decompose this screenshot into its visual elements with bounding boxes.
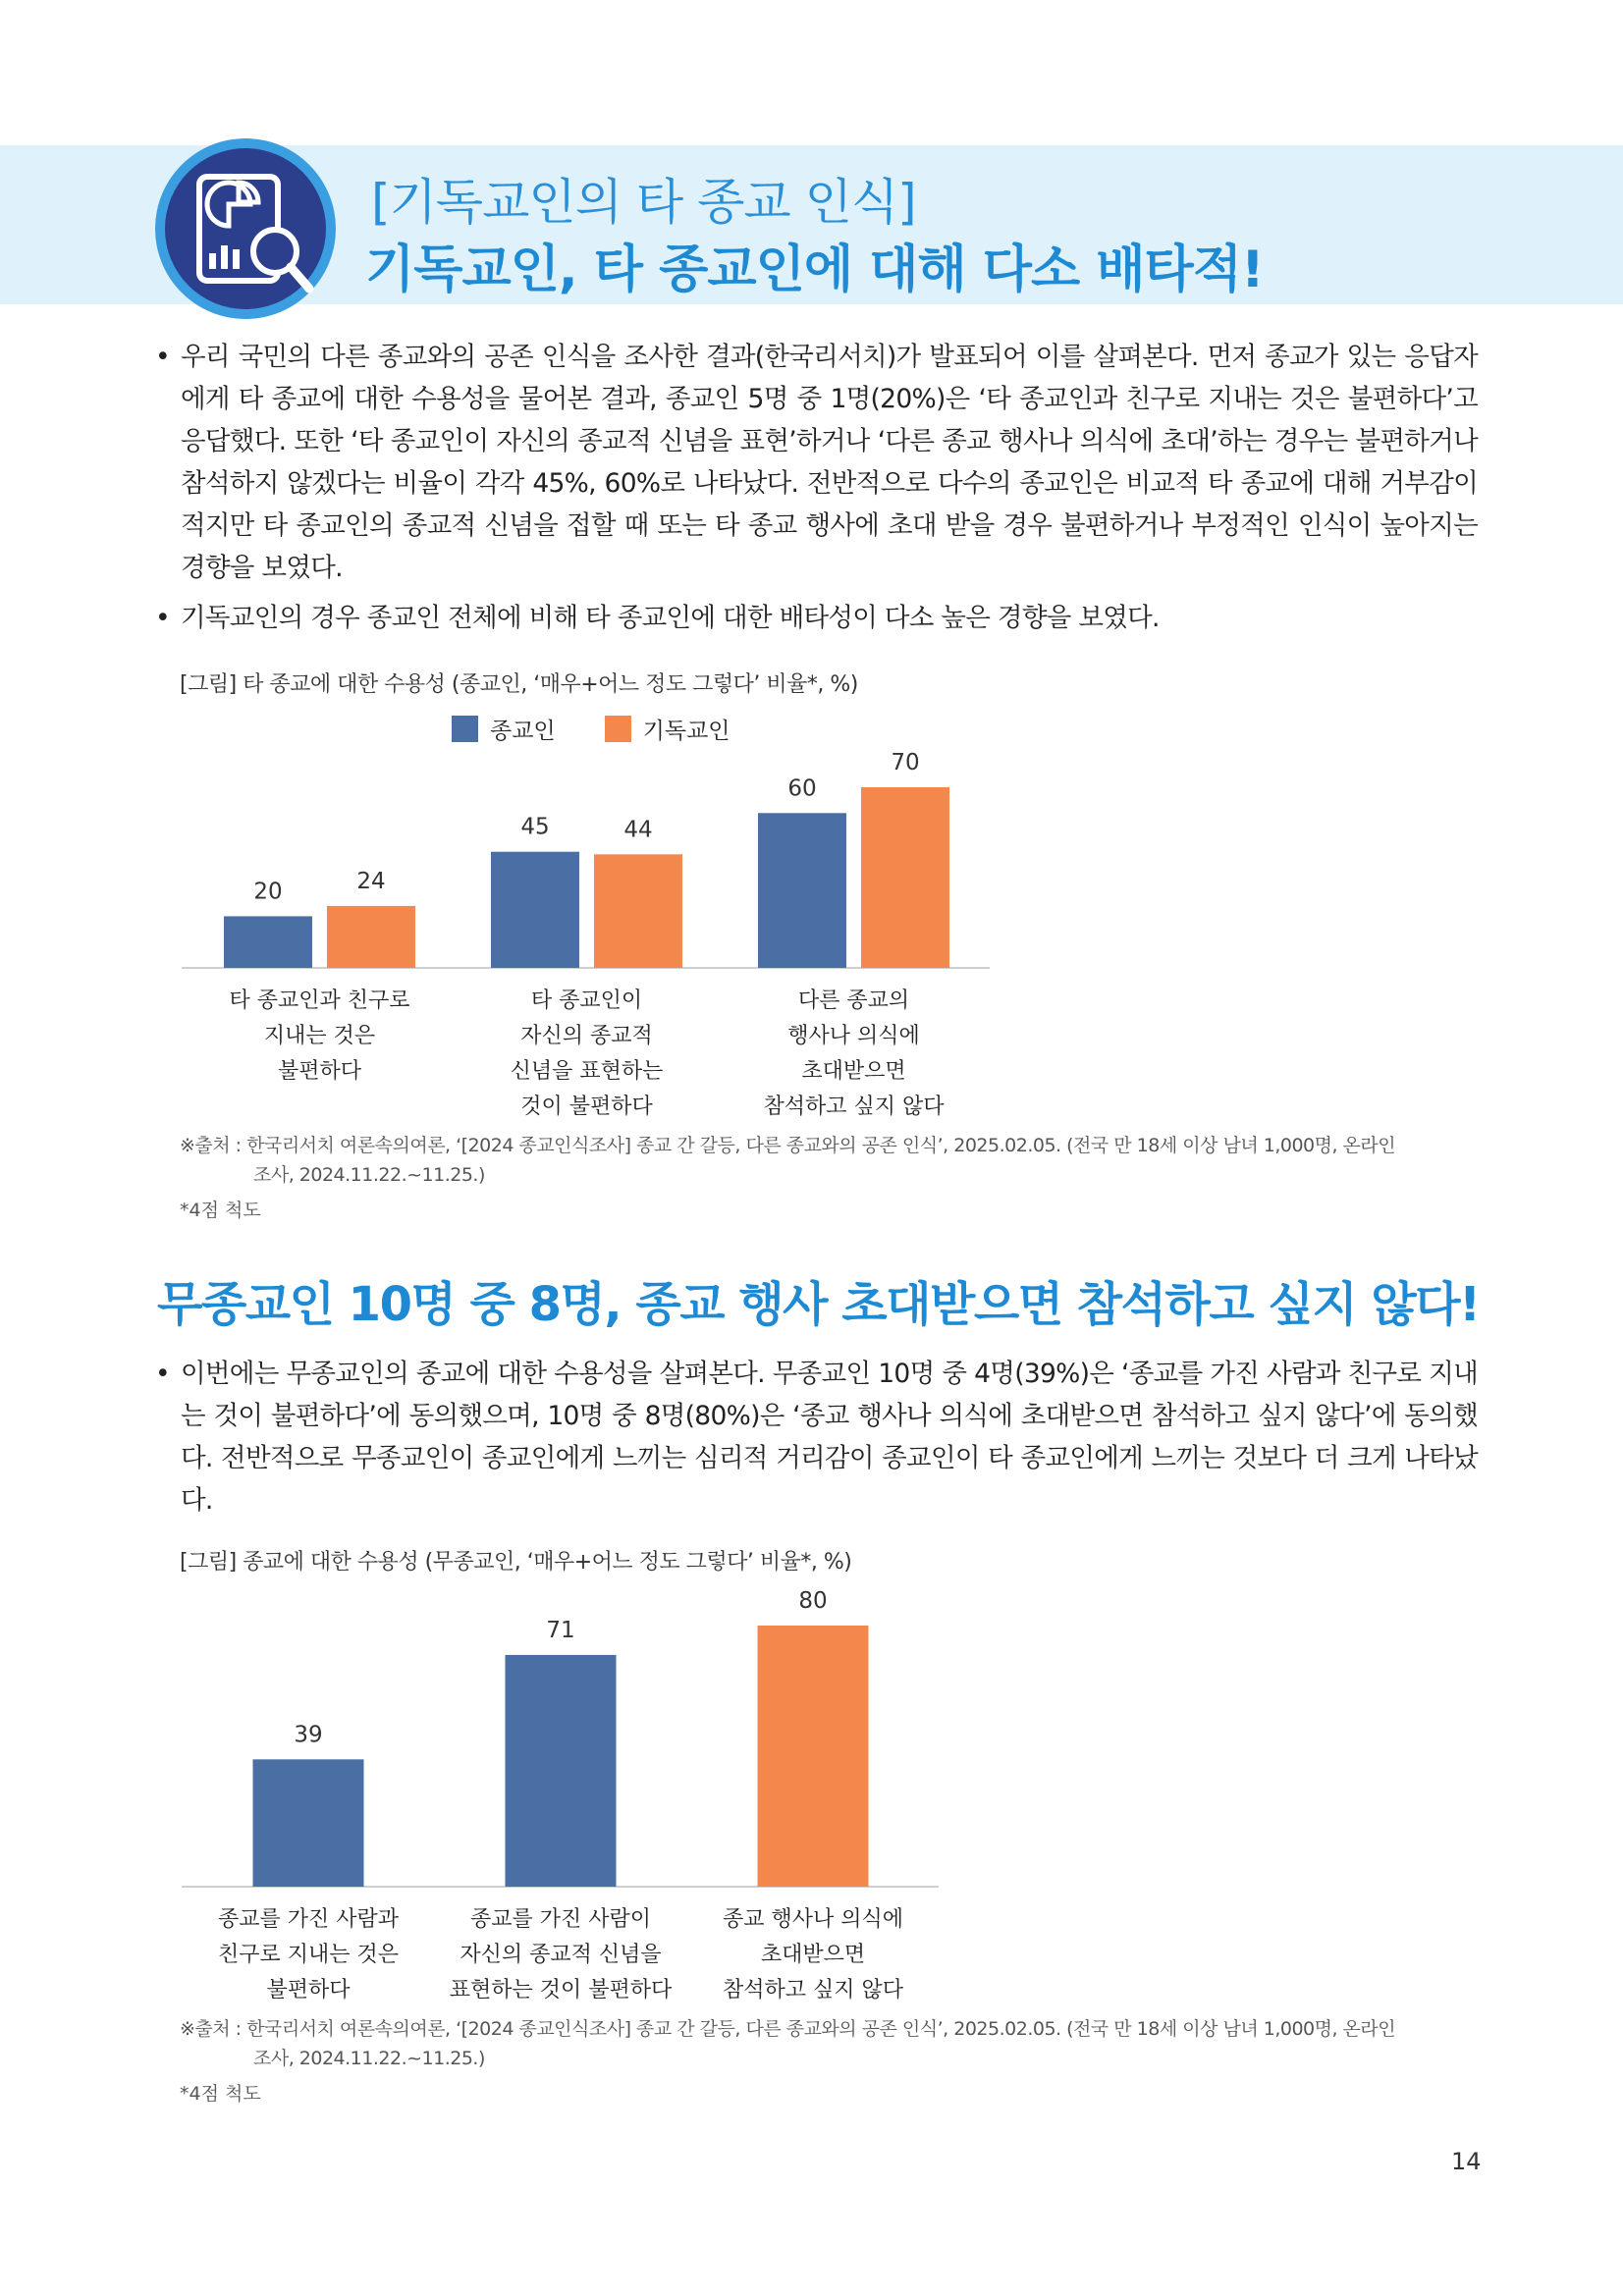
source-line: 조사, 2024.11.22.~11.25.) [253,1164,485,1186]
category-label: 타 종교인과 친구로 [229,988,410,1013]
header-subtitle: [기독교인의 타 종교 인식] [371,174,916,231]
category-label: 종교 행사나 의식에 [722,1907,904,1932]
bullet-item: • 이번에는 무종교인의 종교에 대한 수용성을 살펴본다. 무종교인 10명 중 4명(39%)은 ‘종교를 가진 사람과 친구로 지내는 것이 불편하다’에 동의했으며, 10명 중 8명(80%)은 ‘종교 행사나 의식에 초대받으면 참석하고 싶지 않다’에 동의했다. 전반적으로 무종교인이 종교인에게 느끼는 심리적 거리감이 종교인이 타 종교인에게 느끼는 것보다 더 크게 나타났다. [157,1353,1478,1522]
data-label: 44 [623,817,653,843]
data-label: 80 [798,1588,828,1614]
category-label: 불편하다 [277,1059,362,1084]
category-label: 지내는 것은 [263,1024,376,1048]
bar [506,1655,617,1887]
data-label: 39 [294,1722,323,1748]
category-label: 자신의 종교적 [520,1024,653,1048]
source-line: ※출처 : 한국리서치 여론속의여론, ‘[2024 종교인식조사] 종교 간 갈등, 다른 종교와의 공존 인식’, 2025.02.05. (전국 만 18세 이상 남녀 1,000명, 온라인 [180,2018,1396,2040]
source-line: ※출처 : 한국리서치 여론속의여론, ‘[2024 종교인식조사] 종교 간 갈등, 다른 종교와의 공존 인식’, 2025.02.05. (전국 만 18세 이상 남녀 1,000명, 온라인 [180,1135,1396,1156]
legend-label-religious: 종교인 [490,719,556,744]
category-label: 초대받으면 [801,1059,906,1084]
category-label: 친구로 지내는 것은 [217,1943,400,1967]
page-number: 14 [1451,2148,1482,2175]
footnote: *4점 척도 [180,1200,261,1221]
data-label: 24 [356,868,386,894]
header-title: 기독교인, 타 종교인에 대해 다소 배타적! [365,240,1264,299]
footnote: *4점 척도 [180,2083,261,2105]
bullet-item: • 기독교인의 경우 종교인 전체에 비해 타 종교인에 대한 배타성이 다소 높은 경향을 보였다. [157,597,1478,639]
category-label: 표현하는 것이 불편하다 [449,1978,673,2002]
category-label: 신념을 표현하는 [510,1059,664,1084]
bullet-item: • 우리 국민의 다른 종교와의 공존 인식을 조사한 결과(한국리서치)가 발표되어 이를 살펴본다. 먼저 종교가 있는 응답자에게 타 종교에 대한 수용성을 물어본 결과, 종교인 5명 중 1명(20%)은 ‘타 종교인과 친구로 지내는 것은 불편하다’고 응답했다. 또한 ‘타 종교인이 자신의 종교적 신념을 표현’하거나 ‘다른 종교 행사나 의식에 초대’하는 경우는 불편하거나 참석하지 않겠다는 비율이 각각 45%, 60%로 나타났다. 전반적으로 다수의 종교인은 비교적 타 종교에 대해 거부감이 적지만 타 종교인의 종교적 신념을 접할 때 또는 타 종교 행사에 초대 받을 경우 불편하거나 부정적인 인식이 높아지는 경향을 보였다. [157,336,1478,589]
category-label: 참석하고 싶지 않다 [763,1095,945,1119]
category-label: 참석하고 싶지 않다 [722,1978,904,2002]
bar [253,1759,364,1887]
figure-caption: [그림] 종교에 대한 수용성 (무종교인, ‘매우+어느 정도 그렇다’ 비율*, %) [180,1550,852,1575]
data-label: 71 [546,1617,575,1643]
category-label: 행사나 의식에 [787,1024,920,1048]
data-label: 45 [520,814,550,840]
category-label: 자신의 종교적 신념을 [460,1943,662,1967]
category-label: 타 종교인이 [530,988,643,1013]
category-label: 다른 종교의 [797,988,910,1013]
category-label: 불편하다 [266,1978,351,2002]
category-label: 것이 불편하다 [520,1095,653,1119]
figure-caption: [그림] 타 종교에 대한 수용성 (종교인, ‘매우+어느 정도 그렇다’ 비율*, %) [180,672,858,697]
bar [758,1626,869,1887]
section-title: 무종교인 10명 중 8명, 종교 행사 초대받으면 참석하고 싶지 않다! [157,1277,1480,1332]
source-note [180,2014,1476,2073]
category-label: 종교를 가진 사람이 [469,1907,652,1932]
category-label: 초대받으면 [760,1943,866,1967]
category-label: 종교를 가진 사람과 [217,1907,400,1932]
legend-label-christian: 기독교인 [642,719,730,744]
data-label: 20 [253,879,283,905]
source-line: 조사, 2024.11.22.~11.25.) [253,2048,485,2069]
data-label: 70 [891,750,920,775]
data-label: 60 [787,775,817,802]
